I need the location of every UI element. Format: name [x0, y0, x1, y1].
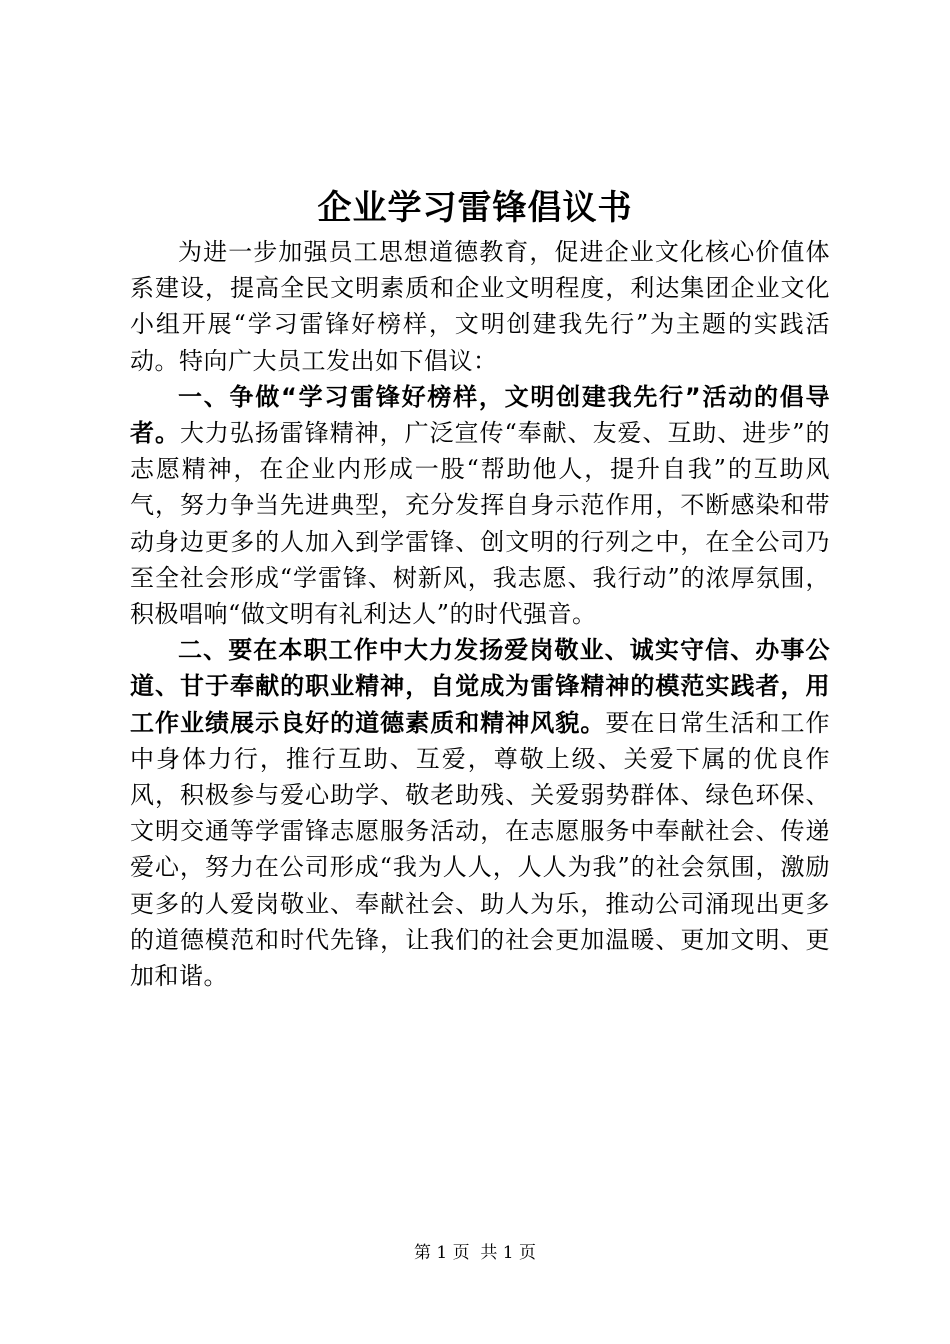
paragraph-heading: 一、争做“学习雷锋好榜样，文明创建我先行”活动的倡导者。 — [130, 382, 830, 448]
paragraph-item-1 — [130, 379, 830, 632]
document-title: 企业学习雷锋倡议书 — [317, 188, 633, 228]
paragraph-body: 为进一步加强员工思想道德教育，促进企业文化核心价值体系建设，提高全民文明素质和企业文明程度，利达集团企业文化小组开展“学习雷锋好榜样，文明创建我先行”为主题的实践活动。特向广大员工发出如下倡议： — [130, 238, 830, 375]
paragraph-body: 要在日常生活和工作中身体力行，推行互助、互爱，尊敬上级、关爱下属的优良作风，积极参与爱心助学、敬老助残、关爱弱势群体、绿色环保、文明交通等学雷锋志愿服务活动，在志愿服务中奉献社会、传递爱心，努力在公司形成“我为人人，人人为我”的社会氛围，激励更多的人爱岗敬业、奉献社会、助人为乐，推动公司涌现出更多的道德模范和时代先锋，让我们的社会更加温暖、更加文明、更加和谐。 — [130, 708, 831, 991]
paragraph-item-2 — [130, 632, 830, 994]
page-footer: 第 1 页 共 1 页 — [413, 1243, 537, 1263]
paragraph-body: 大力弘扬雷锋精神，广泛宣传“奉献、友爱、互助、进步”的志愿精神，在企业内形成一股“帮助他人，提升自我”的互助风气，努力争当先进典型，充分发挥自身示范作用，不断感染和带动身边更多的人加入到学雷锋、创文明的行列之中，在全公司乃至全社会形成“学雷锋、树新风，我志愿、我行动”的浓厚氛围，积极唱响“做文明有礼利达人”的时代强音。 — [130, 419, 831, 629]
paragraph-intro — [130, 234, 830, 379]
paragraph-heading: 二、要在本职工作中大力发扬爱岗敬业、诚实守信、办事公道、甘于奉献的职业精神，自觉成为雷锋精神的模范实践者，用工作业绩展示良好的道德素质和精神风貌。 — [130, 636, 830, 737]
document-body — [130, 234, 830, 994]
